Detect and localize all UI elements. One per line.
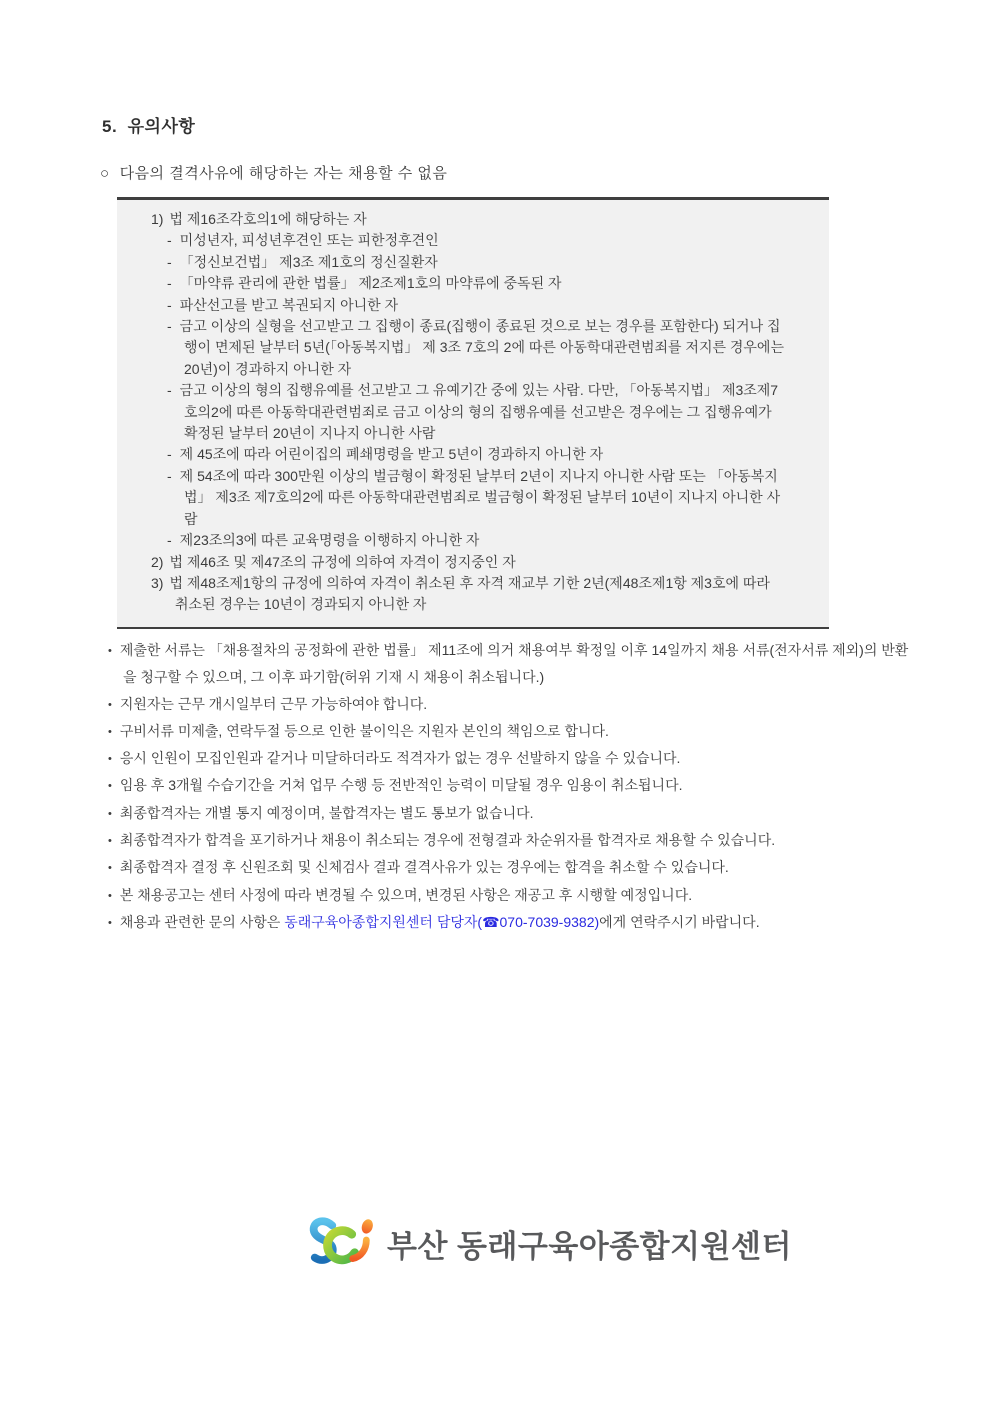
law-subitem-text: 미성년자, 피성년후견인 또는 피한정후견인 [179, 232, 439, 249]
circle-bullet-marker: ○ [100, 165, 110, 182]
law-subitem-text: 「정신보건법」 제3조 제1호의 정신질환자 [179, 253, 438, 270]
law-subitem-text: 제 45조에 따라 어린이집의 폐쇄명령을 받고 5년이 경과하지 아니한 자 [179, 446, 604, 463]
notice-text: 최종합격자가 합격을 포기하거나 채용이 취소되는 경우에 전형결과 차순위자를 합격자로 채용할 수 있습니다. [119, 832, 776, 849]
notice-item [108, 772, 910, 799]
law-subitem [167, 316, 787, 380]
law-subitem-text: 제23조의3에 따른 교육명령을 이행하지 아니한 자 [179, 532, 480, 549]
law-subitem-text: 제 54조에 따라 300만원 이상의 벌금형이 확정된 날부터 2년이 지나지 아니한 사람 또는 「아동복지법」 제3조 제7호의2에 따른 아동학대관련범죄로 벌금형이 확정된 날부터 10년이 지나지 아니한 사람 [179, 467, 781, 527]
lead-line [100, 162, 447, 183]
dash-marker: - [167, 253, 172, 270]
sci-emblem-icon [306, 1212, 378, 1274]
bullet-marker: • [108, 780, 112, 793]
bullet-marker: • [108, 645, 112, 657]
bullet-marker: • [108, 862, 112, 875]
law-subitem [167, 230, 787, 251]
section-title: 5. 유의사항 [102, 117, 196, 136]
contact-suffix: 에게 연락주시기 바랍니다. [599, 913, 760, 930]
law-subitem [167, 466, 787, 530]
notice-text: 최종합격자 결정 후 신원조회 및 신체검사 결과 결격사유가 있는 경우에는 합격을 취소할 수 있습니다. [119, 859, 729, 876]
notice-item [108, 854, 910, 881]
law-item-text: 법 제48조제1항의 규정에 의하여 자격이 취소된 후 자격 재교부 기한 2년(제48조제1항 제3호에 따라 취소된 경우는 10년이 경과되지 아니한 자 [169, 574, 770, 613]
bullet-marker: • [108, 835, 112, 848]
bullet-marker: • [108, 807, 112, 820]
law-item [151, 573, 787, 616]
notice-text: 구비서류 미제출, 연락두절 등으로 인한 불이익은 지원자 본인의 책임으로 합니다. [119, 722, 609, 739]
dash-marker: - [167, 446, 172, 463]
law-item-number: 2) [151, 553, 164, 570]
notice-item [108, 800, 910, 827]
bullet-marker: • [108, 889, 112, 902]
notice-text: 제출한 서류는 「채용절차의 공정화에 관한 법률」 제11조에 의거 채용여부 확정일 이후 14일까지 채용 서류(전자서류 제외)의 반환을 청구할 수 있으며, 그 이후 파기함(허위 기재 시 채용이 취소됩니다.) [119, 642, 909, 686]
law-subitem [167, 444, 787, 465]
notice-item [108, 718, 910, 745]
law-subitem-text: 「마약류 관리에 관한 법률」 제2조제1호의 마약류에 중독된 자 [179, 275, 562, 292]
dash-marker: - [167, 296, 172, 313]
contact-prefix: 채용과 관련한 문의 사항은 [119, 913, 285, 930]
notice-list [108, 637, 910, 936]
bullet-marker: • [108, 753, 112, 766]
notice-text: 지원자는 근무 개시일부터 근무 가능하여야 합니다. [119, 695, 428, 712]
law-item-text: 법 제16조각호의1에 해당하는 자 [169, 211, 367, 227]
notice-text: 최종합격자는 개별 통지 예정이며, 불합격자는 별도 통보가 없습니다. [119, 804, 534, 821]
law-subitem [167, 530, 787, 551]
law-item-number: 1) [151, 211, 164, 227]
notice-text: 임용 후 3개월 수습기간을 거쳐 업무 수행 등 전반적인 능력이 미달될 경우 임용이 취소됩니다. [119, 777, 683, 794]
law-item [151, 552, 787, 573]
disqualification-box [117, 197, 829, 629]
logo-text: 부산 동래구육아종합지원센터 [387, 1228, 792, 1264]
notice-item [108, 745, 910, 772]
dash-marker: - [167, 382, 172, 399]
notice-item [108, 827, 910, 854]
notice-item [108, 691, 910, 718]
notice-text: 응시 인원이 모집인원과 같거나 미달하더라도 적격자가 없는 경우 선발하지 않을 수 있습니다. [119, 750, 681, 767]
center-logo [306, 1212, 792, 1274]
law-item-text: 법 제46조 및 제47조의 규정에 의하여 자격이 정지중인 자 [169, 553, 516, 570]
contact-link[interactable]: 동래구육아종합지원센터 담당자(☎070-7039-9382) [284, 913, 600, 930]
law-item [151, 209, 787, 230]
dash-marker: - [167, 467, 172, 484]
law-subitem [167, 380, 787, 444]
law-item-number: 3) [151, 574, 164, 591]
notice-text: 본 채용공고는 센터 사정에 따라 변경될 수 있으며, 변경된 사항은 재공고 후 시행할 예정입니다. [119, 886, 693, 903]
dash-marker: - [167, 275, 172, 292]
law-subitem [167, 295, 787, 316]
dash-marker: - [167, 532, 172, 549]
law-subitem [167, 252, 787, 273]
law-subitem [167, 273, 787, 294]
dash-marker: - [167, 318, 172, 335]
dash-marker: - [167, 232, 172, 249]
law-subitem-text: 금고 이상의 형의 집행유예를 선고받고 그 유예기간 중에 있는 사람. 다만, 「아동복지법」 제3조제7호의2에 따른 아동학대관련범죄로 금고 이상의 형의 집행유예를 선고받은 경우에는 그 집행유예가 확정된 날부터 20년이 지나지 아니한 사람 [179, 382, 779, 442]
law-subitem-text: 금고 이상의 실형을 선고받고 그 집행이 종료(집행이 종료된 것으로 보는 경우를 포함한다) 되거나 집행이 면제된 날부터 5년(「아동복지법」 제 3조 7호의 2에 따른 아동학대관련범죄를 저지른 경우에는 20년)이 경과하지 아니한 자 [179, 318, 784, 377]
notice-item [108, 882, 910, 909]
lead-text: 다음의 결격사유에 해당하는 자는 채용할 수 없음 [119, 165, 448, 182]
bullet-marker: • [108, 725, 112, 738]
notice-item [108, 637, 910, 691]
bullet-marker: • [108, 698, 112, 711]
bullet-marker: • [108, 916, 112, 929]
law-subitem-text: 파산선고를 받고 복권되지 아니한 자 [179, 296, 399, 313]
notice-item-contact [108, 909, 910, 936]
